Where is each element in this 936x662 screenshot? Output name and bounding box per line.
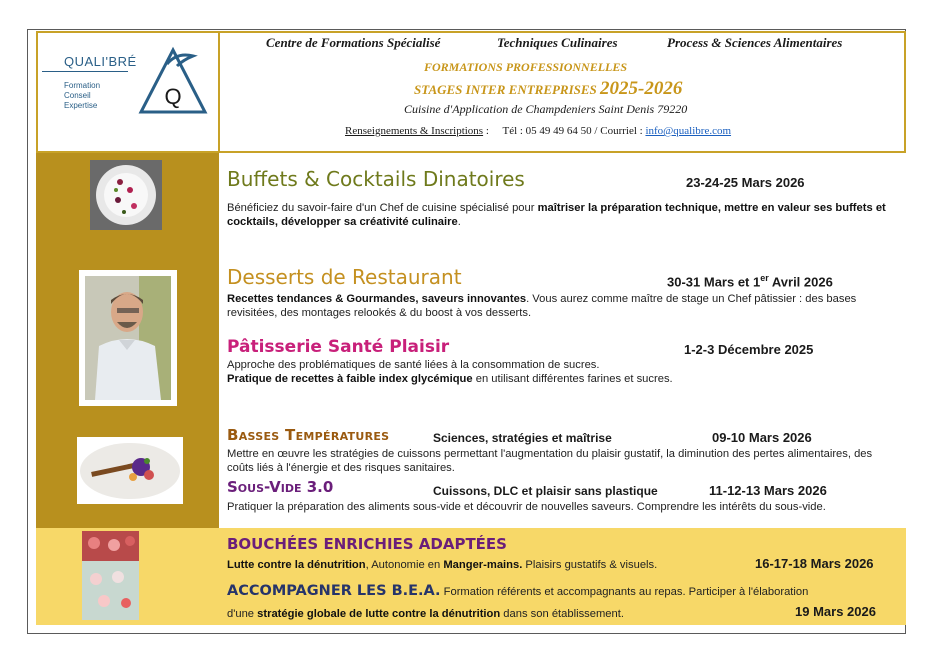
desc-patisserie-c: en utilisant différentes farines et sucres. — [472, 373, 673, 385]
date-buffets: 23-24-25 Mars 2026 — [686, 175, 805, 190]
title-basses: Basses Températures — [227, 426, 390, 444]
email-link[interactable]: info@qualibre.com — [645, 125, 732, 137]
stages-prefix: STAGES INTER ENTREPRISES — [414, 82, 597, 97]
desc-desserts-a: Recettes tendances & Gourmandes, saveurs innovantes — [227, 293, 527, 305]
topic-process: Process & Sciences Alimentaires — [667, 35, 843, 50]
header-divider — [218, 31, 220, 153]
desc-bouchees-b: , Autonomie en — [365, 559, 444, 571]
desc-buffets — [227, 201, 897, 229]
chef-photo — [79, 270, 177, 406]
logo-brand: QUALI'BRÉ — [64, 54, 137, 69]
date-desserts-b: Avril 2026 — [768, 274, 833, 290]
date-desserts — [667, 273, 833, 289]
date-desserts-sup: er — [760, 273, 769, 283]
contact-colon: : — [485, 125, 489, 137]
stages-year: 2025-2026 — [600, 78, 683, 99]
desc-bea-c: stratégie globale de lutte contre la dénutrition — [257, 608, 501, 620]
desc-desserts-b: . Vous aurez comme maître de stage un Chef pâtissier : des bases revisitées, des montages relookés & du boost à vos desserts. — [227, 293, 857, 319]
title-desserts: Desserts de Restaurant — [227, 265, 462, 289]
desc-bouchees — [227, 558, 747, 572]
date-desserts-a: 30-31 Mars et 1 — [667, 274, 761, 290]
contact-tel: Tél : 05 49 49 64 50 / Courriel : — [502, 125, 643, 137]
desc-bea-b: d'une — [227, 608, 258, 620]
logo-triangle-icon — [137, 42, 209, 118]
title-sousvide: Sous-Vide 3.0 — [227, 478, 334, 496]
title-patisserie: Pâtisserie Santé Plaisir — [227, 337, 450, 357]
logo-formation: Formation — [64, 81, 101, 90]
contact-line — [345, 125, 731, 137]
logo — [42, 40, 212, 148]
desc-desserts — [227, 292, 899, 320]
desc-patisserie — [227, 358, 899, 386]
cuisine-location: Cuisine d'Application de Champdeniers Saint Denis 79220 — [404, 102, 688, 116]
date-basses: 09-10 Mars 2026 — [712, 430, 812, 445]
date-patisserie: 1-2-3 Décembre 2025 — [684, 342, 814, 357]
contact-label: Renseignements & Inscriptions — [345, 125, 484, 137]
topic-centre: Centre de Formations Spécialisé — [266, 35, 441, 50]
desc-bouchees-c: Manger-mains. — [443, 559, 523, 571]
desc-sousvide: Pratiquer la préparation des aliments sous-vide et découvrir de nouvelles saveurs. Comprendre les intérêts du sous-vide. — [227, 501, 826, 513]
plate-photo — [77, 437, 183, 504]
desc-patisserie-a: Approche des problématiques de santé liées à la consommation de sucres. — [227, 359, 600, 371]
desc-buffets-c: . — [457, 216, 461, 228]
desc-bea-d: dans son établissement. — [500, 608, 624, 620]
stages-heading — [414, 78, 682, 100]
desc-buffets-a: Bénéficiez du savoir-faire d'un Chef de cuisine spécialisé pour — [227, 202, 538, 214]
buffet-photo — [90, 160, 162, 230]
date-bea: 19 Mars 2026 — [795, 604, 876, 619]
title-bouchees: BOUCHÉES ENRICHIES ADAPTÉES — [227, 535, 507, 553]
formations-professionnelles: FORMATIONS PROFESSIONNELLES — [424, 60, 628, 74]
logo-rule — [42, 71, 128, 72]
logo-conseil: Conseil — [64, 91, 91, 100]
title-bea: ACCOMPAGNER LES B.E.A. — [227, 583, 441, 599]
desc-patisserie-b: Pratique de recettes à faible index glycémique — [227, 373, 473, 385]
desc-bea-a: Formation référents et accompagnants au repas. Participer à l'élaboration — [440, 586, 809, 598]
topic-techniques: Techniques Culinaires — [497, 35, 618, 50]
desc-buffets-b: maîtriser la préparation technique, mettre en valeur ses buffets et cocktails, développer sa créativité culinaire — [227, 202, 886, 228]
logo-letter: Q — [164, 84, 182, 109]
desc-basses: Mettre en œuvre les stratégies de cuissons permettant l'augmentation du plaisir gustatif, la diminution des pertes alimentaires, des coûts liés à l'énergie et des risques sanitaires. — [227, 448, 873, 474]
logo-expertise: Expertise — [64, 101, 98, 110]
desc-bouchees-a: Lutte contre la dénutrition — [227, 559, 366, 571]
date-bouchees: 16-17-18 Mars 2026 — [755, 556, 874, 571]
title-buffets: Buffets & Cocktails Dinatoires — [227, 167, 525, 191]
subtitle-basses: Sciences, stratégies et maîtrise — [433, 431, 612, 445]
desc-bouchees-d: Plaisirs gustatifs & visuels. — [522, 559, 658, 571]
subtitle-sousvide: Cuissons, DLC et plaisir sans plastique — [433, 484, 658, 498]
bouchees-photo — [82, 531, 139, 620]
date-sousvide: 11-12-13 Mars 2026 — [709, 483, 827, 498]
